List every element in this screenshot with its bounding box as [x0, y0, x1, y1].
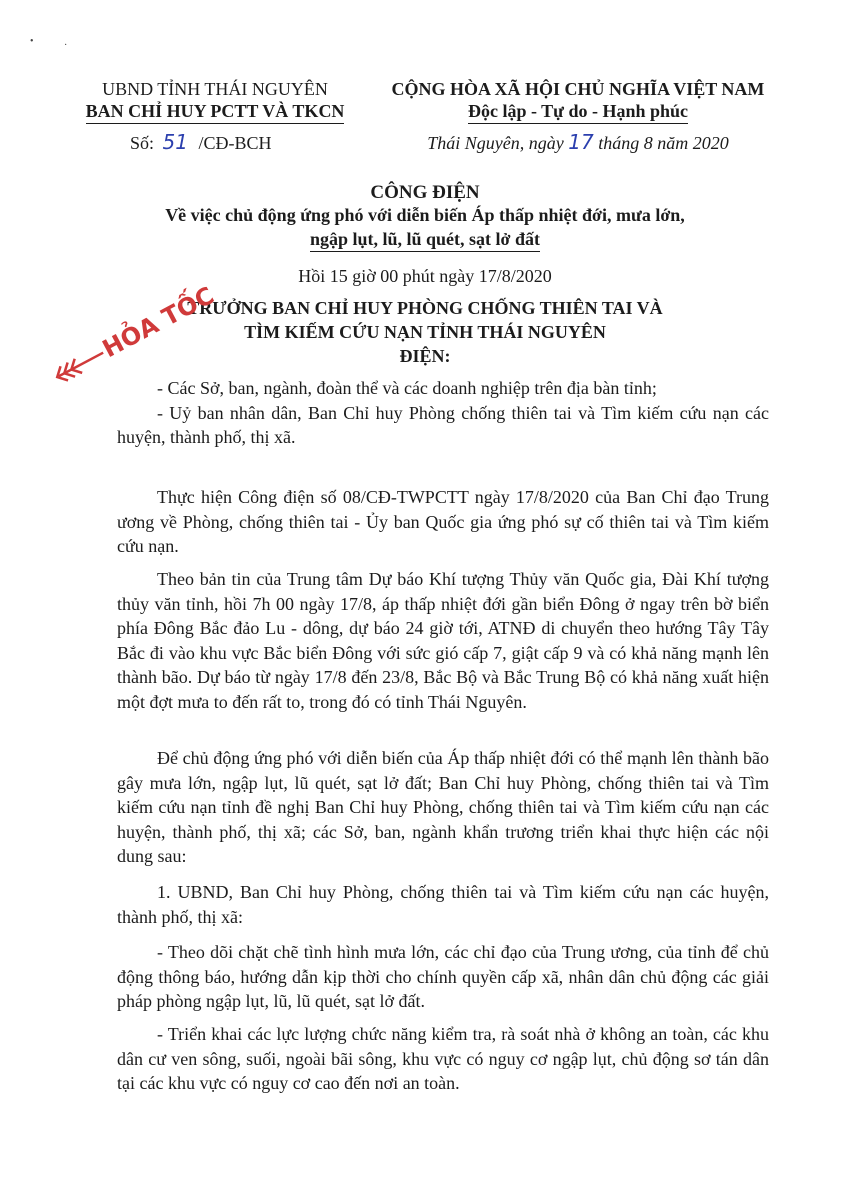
- document-number: [130, 130, 271, 154]
- org-line-1: UBND TỈNH THÁI NGUYÊN: [102, 79, 328, 99]
- date-prefix: Thái Nguyên, ngày: [427, 133, 564, 153]
- doc-no-handwritten: 51: [162, 130, 188, 154]
- subject-line-1: Về việc chủ động ứng phó với diễn biến Áp thấp nhiệt đới, mưa lớn,: [165, 205, 685, 225]
- recipient-item: - Các Sở, ban, ngành, đoàn thể và các doanh nghiệp trên địa bàn tỉnh;: [157, 378, 657, 398]
- national-heading: [368, 78, 788, 124]
- body-paragraph-3: Để chủ động ứng phó với diễn biến của Áp thấp nhiệt đới có thể mạnh lên thành bão gây mưa lớn, ngập lụt, lũ quét, sạt lở đất; Ban Chỉ huy Phòng, chống thiên tai và Tìm kiếm cứu nạn tỉnh đề nghị Ban Chỉ huy Phòng, chống thiên tai và Tìm kiếm cứu nạn các huyện, thành phố, thị xã; các Sở, ban, ngành khẩn trương triển khai thực hiện các nội dung sau:: [117, 748, 769, 866]
- doc-no-suffix: /CĐ-BCH: [198, 133, 272, 153]
- arrow-icon: [53, 346, 106, 385]
- date-day-handwritten: 17: [568, 130, 594, 154]
- doc-no-label: Số:: [130, 133, 155, 153]
- recipient-item: - Uỷ ban nhân dân, Ban Chỉ huy Phòng chống thiên tai và Tìm kiếm cứu nạn các huyện, thành phố, thị xã.: [117, 402, 769, 447]
- sender-line-2: TÌM KIẾM CỨU NẠN TỈNH THÁI NGUYÊN: [244, 322, 606, 342]
- body-paragraph-6: - Triển khai các lực lượng chức năng kiểm tra, rà soát nhà ở không an toàn, các khu dân cư ven sông, suối, ngoài bãi sông, khu vực có nguy cơ ngập lụt, chủ động sơ tán dân tại các khu vực có nguy cơ cao đến nơi an toàn.: [117, 1024, 769, 1093]
- urgent-stamp-text: HỎA TỐC: [97, 281, 219, 364]
- urgent-stamp: [40, 280, 220, 390]
- org-line-2: BAN CHỈ HUY PCTT VÀ TKCN: [86, 100, 345, 124]
- to-label: ĐIỆN:: [399, 346, 451, 366]
- subject-line-2: ngập lụt, lũ, lũ quét, sạt lở đất: [310, 229, 540, 252]
- recipients-list: [117, 376, 769, 450]
- body-paragraph-4: 1. UBND, Ban Chỉ huy Phòng, chống thiên tai và Tìm kiếm cứu nạn các huyện, thành phố, thị xã:: [117, 882, 769, 927]
- issuing-organization: [70, 78, 360, 124]
- date-suffix: tháng 8 năm 2020: [598, 133, 729, 153]
- scan-speck: •: [30, 36, 34, 47]
- issue-time: Hồi 15 giờ 00 phút ngày 17/8/2020: [298, 266, 552, 286]
- sender-line-1: TRƯỞNG BAN CHỈ HUY PHÒNG CHỐNG THIÊN TAI VÀ: [187, 298, 663, 318]
- body-paragraph-2: Theo bản tin của Trung tâm Dự báo Khí tượng Thủy văn Quốc gia, Đài Khí tượng thủy văn tỉnh, hồi 7h 00 ngày 17/8, áp thấp nhiệt đới gần biển Đông ở ngay trên bờ biển phía Đông Bắc đảo Lu - dông, dự báo 24 giờ tới, ATNĐ di chuyển theo hướng Tây Tây Bắc đi vào khu vực Bắc biển Đông với sức gió cấp 7, giật cấp 9 và có khả năng mạnh lên thành bão. Dự báo từ ngày 17/8 đến 23/8, Bắc Bộ và Bắc Trung Bộ có khả năng xuất hiện một đợt mưa to đến rất to, trong đó có tỉnh Thái Nguyên.: [117, 569, 769, 712]
- body-paragraph-1: Thực hiện Công điện số 08/CĐ-TWPCTT ngày 17/8/2020 của Ban Chỉ đạo Trung ương về Phòng, chống thiên tai - Ủy ban Quốc gia ứng phó sự cố thiên tai và Tìm kiếm cứu nạn.: [117, 487, 769, 556]
- scan-speck: ·: [64, 40, 68, 51]
- body-paragraph-5: - Theo dõi chặt chẽ tình hình mưa lớn, các chỉ đạo của Trung ương, của tỉnh để chủ động thông báo, hướng dẫn kịp thời cho chính quyền cấp xã, nhân dân chủ động các giải pháp phòng ngập lụt, lũ, lũ quét, sạt lở đất.: [117, 942, 769, 1011]
- nation-line-2: Độc lập - Tự do - Hạnh phúc: [468, 100, 688, 124]
- document-type-title: CÔNG ĐIỆN: [370, 182, 480, 203]
- place-and-date: [368, 130, 788, 154]
- nation-line-1: CỘNG HÒA XÃ HỘI CHỦ NGHĨA VIỆT NAM: [391, 79, 765, 99]
